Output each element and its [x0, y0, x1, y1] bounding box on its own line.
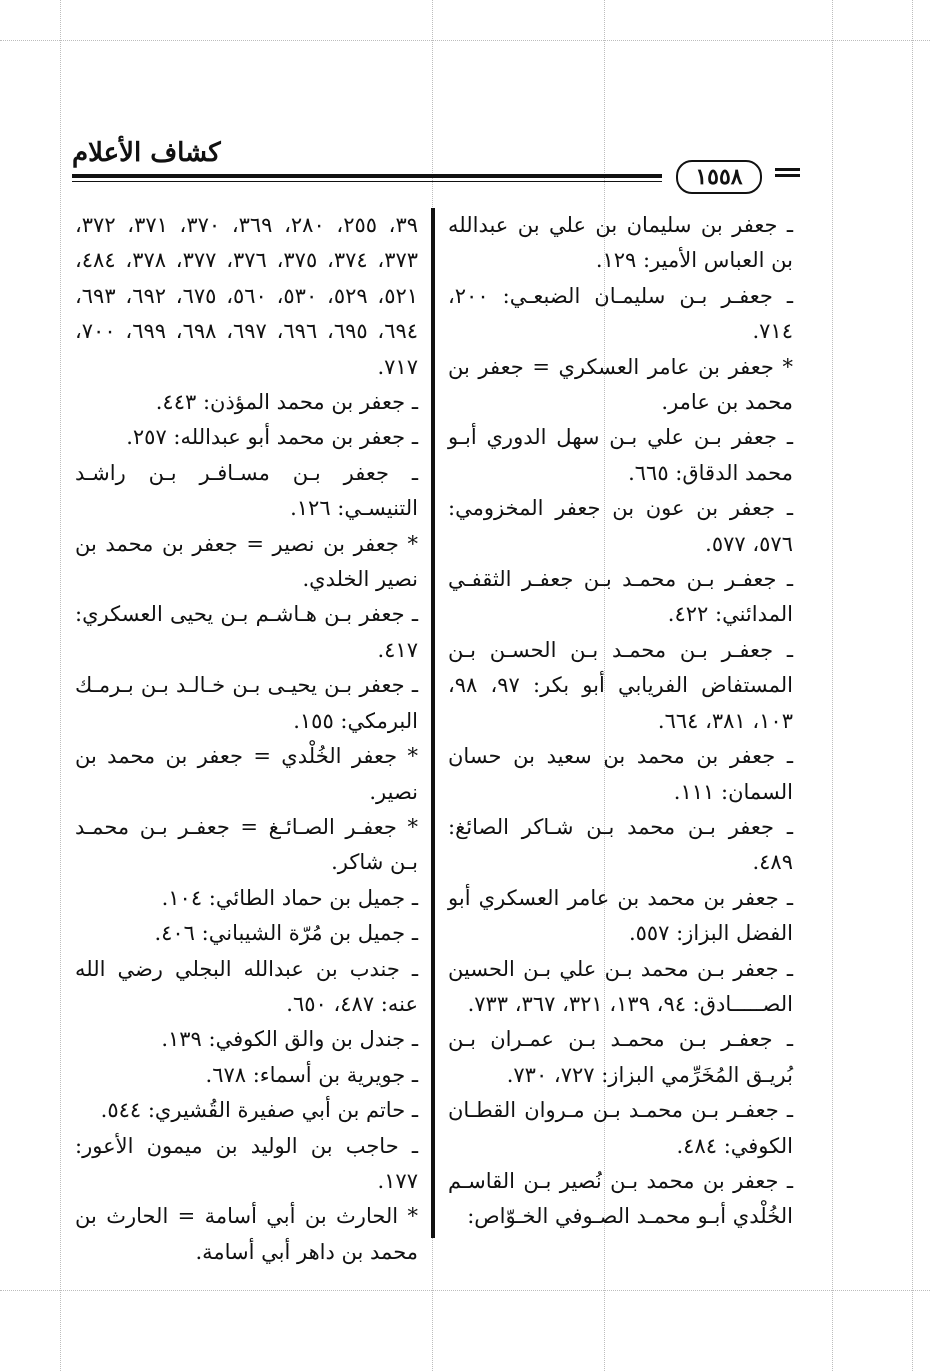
index-entry: * جعفر الخُلْدي = جعفر بن محمد بن نصير.	[75, 744, 418, 804]
index-entry: ـ جعفر بن محمد بـن نُصير بـن القاسـم الخُلْدي أبـو محمـد الصـوفي الخـوّاص:	[448, 1168, 793, 1229]
scan-guide-line	[0, 1290, 930, 1291]
index-entry: ـ جعفـر بـن محمـد بـن مـروان القطـان الكوفي: ٤٨٤.	[448, 1098, 793, 1158]
index-entry: ـ جعفر بـن محمد بـن علي بـن الحسين الصـــــادق: ٩٤، ١٣٩، ٣٢١، ٣٦٧، ٧٣٣.	[448, 956, 793, 1016]
column-divider	[431, 208, 435, 1238]
index-entry: ٣٩، ٢٥٥، ٢٨٠، ٣٦٩، ٣٧٠، ٣٧١، ٣٧٢، ٣٧٣، ٣٧٤، ٣٧٥، ٣٧٦، ٣٧٧، ٣٧٨، ٤٨٤، ٥٢١، ٥٢٩، ٥٣٠، ٥٦٠، ٦٧٥، ٦٩٢، ٦٩٣، ٦٩٤، ٦٩٥، ٦٩٦، ٦٩٧، ٦٩٨، ٦٩٩، ٧٠٠، ٧١٧.	[75, 213, 419, 379]
index-entry: ـ جعفر بن عون بن جعفر المخزومي: ٥٧٦، ٥٧٧.	[448, 496, 793, 556]
index-entry: ـ جميل بن حماد الطائي: ١٠٤.	[161, 885, 418, 910]
index-entry: ـ جعفر بـن هـاشـم بـن يحيى العسكري: ٤١٧.	[75, 602, 418, 662]
index-entry: ـ حاجب بن الوليد بن ميمون الأعور: ١٧٧.	[75, 1133, 418, 1193]
index-entry: ـ جندل بن والق الكوفي: ١٣٩.	[161, 1027, 418, 1052]
header-rule	[72, 174, 662, 178]
book-title: كشاف الأعلام	[72, 138, 221, 168]
index-entry: ـ جعفر بـن محمد بـن شـاكر الصائغ: ٤٨٩.	[448, 814, 793, 875]
scan-guide-line	[912, 0, 913, 1371]
index-entry: ـ جعفر بن محمد أبو عبدالله: ٢٥٧.	[126, 425, 418, 450]
index-entry: ـ جعفر بـن مسـافـر بـن راشـد التنيسـي: ١٢٦.	[75, 460, 418, 521]
index-entry: ـ جعفـر بـن محمـد بـن الحسـن بـن المستفاض الفريابي أبو بكر: ٩٧، ٩٨، ١٠٣، ٣٨١، ٦٦٤.	[448, 637, 793, 733]
index-entry: ـ جويرية بن أسماء: ٦٧٨.	[205, 1062, 418, 1087]
index-entry: ـ جعفـر بـن سليمـان الضبعـي: ٢٠٠، ٧١٤.	[448, 283, 793, 344]
index-entry: ـ جعفر بـن علي بـن سهل الدوري أبـو محمد الدقاق: ٦٦٥.	[448, 425, 793, 485]
index-entry: * جعفر بن عامر العسكري = جعفر بن محمد بن عامر.	[448, 354, 793, 415]
index-entry: ـ جعفـر بـن محمـد بـن جعفـر الثقفـي المدائني: ٤٢٢.	[448, 567, 793, 627]
scan-guide-line	[60, 0, 61, 1371]
scan-guide-line	[0, 40, 930, 41]
page-number: ١٥٥٨	[676, 160, 762, 194]
index-entry: * الحارث بن أبي أسامة = الحارث بن محمد بن داهر أبي أسامة.	[75, 1204, 418, 1264]
index-entry: ـ جعفـر بـن محمـد بـن عمـران بـن بُريـق المُخَرِّمي البزاز: ٧٢٧، ٧٣٠.	[448, 1027, 793, 1087]
index-entry: ـ جعفر بن محمد بن سعيد بن حسان السمان: ١١١.	[448, 744, 793, 804]
index-entry: ـ جميل بن مُرّة الشيباني: ٤٠٦.	[154, 921, 418, 946]
right-column	[448, 208, 793, 1235]
index-entry: * جعفـر الصـائـغ = جعفـر بـن محمـد بـن شاكر.	[75, 814, 418, 875]
left-column	[75, 208, 418, 1270]
scan-guide-line	[832, 0, 833, 1371]
header-rule-thin	[72, 181, 662, 182]
index-entry: * جعفر بن نصير = جعفر بن محمد بن نصير الخلدي.	[75, 531, 418, 592]
page-number-ornament	[775, 168, 800, 180]
page-header	[72, 130, 800, 200]
index-entry: ـ جعفر بن سليمان بن علي بن عبدالله بن العباس الأمير: ١٢٩.	[448, 213, 793, 273]
index-entry: ـ جندب بن عبدالله البجلي رضي الله عنه: ٤٨٧، ٦٥٠.	[75, 956, 418, 1016]
index-entry: ـ حاتم بن أبي صفيرة القُشيري: ٥٤٤.	[100, 1098, 418, 1123]
index-entry: ـ جعفر بن محمد المؤذن: ٤٤٣.	[155, 390, 418, 415]
index-entry: ـ جعفر بـن يحيـى بـن خـالـد بـن بـرمـك البرمكي: ١٥٥.	[75, 673, 418, 733]
index-entry: ـ جعفر بن محمد بن عامر العسكري أبو الفضل البزاز: ٥٥٧.	[448, 885, 793, 946]
